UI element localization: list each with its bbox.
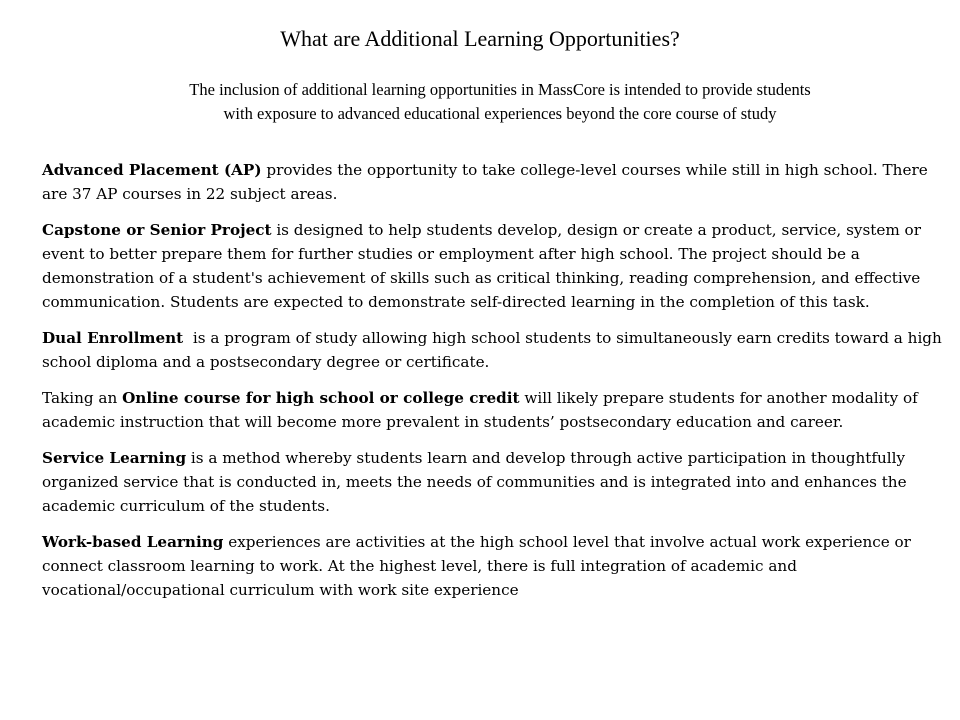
item-service-learning [42,446,942,518]
intro-line-1: The inclusion of additional learning opportunities in MassCore is intended to provide students [189,80,811,99]
item-description: experiences are activities at the high school level that involve actual work experience or connect classroom learning to work. At the highest level, there is full integration of academic and vocational/occupational curriculum with work site experience [42,533,911,599]
page-title: What are Additional Learning Opportunities? [280,26,680,51]
item-term: Capstone or Senior Project [42,221,272,239]
item-term: Online course for high school or college credit [122,389,520,407]
item-advanced-placement [42,158,942,206]
intro-line-2: with exposure to advanced educational experiences beyond the core course of study [223,104,777,123]
item-description: will likely prepare students for another modality of academic instruction that will become more prevalent in students’ postsecondary education and career. [42,389,918,431]
item-capstone-project [42,218,942,314]
item-work-based-learning [42,530,942,602]
item-term: Advanced Placement (AP) [42,161,262,179]
item-term: Service Learning [42,449,187,467]
item-term: Work-based Learning [42,533,224,551]
intro-paragraph [60,78,940,126]
item-term: Dual Enrollment [42,329,184,347]
item-description: is designed to help students develop, design or create a product, service, system or event to better prepare them for further studies or employment after high school. The project should be a demonstration of a student's achievement of skills such as critical thinking, reading comprehension, and effective communication. Students are expected to demonstrate self-directed learning in the completion of this task. [42,221,921,311]
opportunity-list [42,158,947,614]
item-description: is a method whereby students learn and develop through active participation in thoughtfully organized service that is conducted in, meets the needs of communities and is integrated into and enhances the academic curriculum of the students. [42,449,907,515]
item-online-course [42,386,942,434]
item-dual-enrollment [42,326,947,374]
item-description: provides the opportunity to take college-level courses while still in high school. There are 37 AP courses in 22 subject areas. [42,161,928,203]
item-prefix: Taking an [42,389,123,407]
item-description: is a program of study allowing high school students to simultaneously earn credits toward a high school diploma and a postsecondary degree or certificate. [42,329,947,371]
